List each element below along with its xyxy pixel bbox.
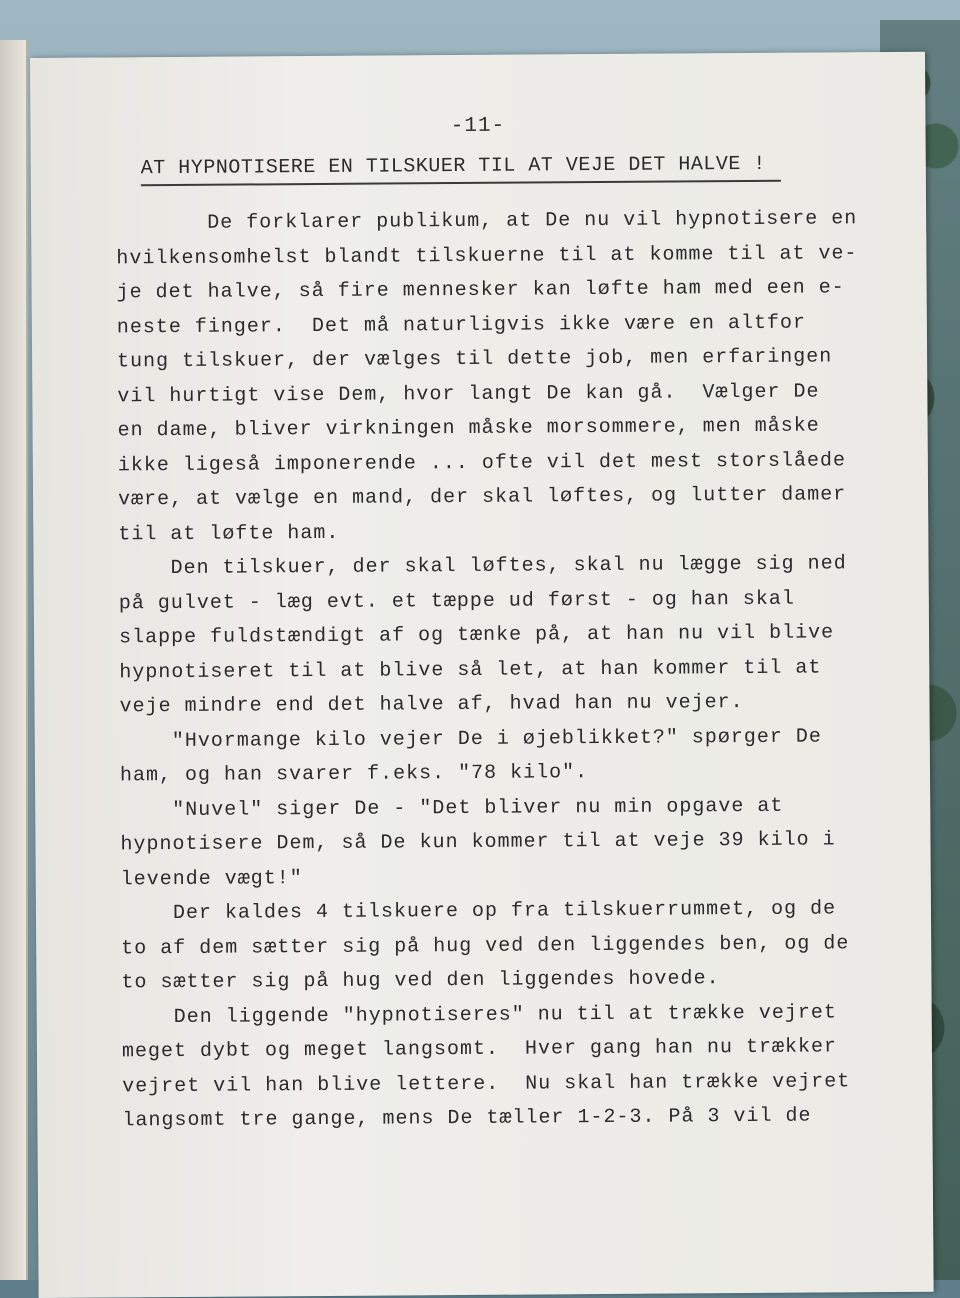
text-line: De forklarer publikum, at De nu vil hypnotisere en xyxy=(116,207,858,236)
text-line: Den liggende "hypnotiseres" nu til at trække vejret xyxy=(121,1000,837,1029)
text-line: på gulvet - læg evt. et tæppe ud først - og han skal xyxy=(118,587,795,615)
section-heading: AT HYPNOTISERE EN TILSKUER TIL AT VEJE DET HALVE ! xyxy=(141,153,781,186)
text-line: tung tilskuer, der vælges til dette job, men erfaringen xyxy=(117,345,833,374)
text-line: vejret vil han blive lettere. Nu skal han trække vejret xyxy=(122,1069,851,1098)
text-line: til at løfte ham. xyxy=(118,521,340,546)
text-line: langsomt tre gange, mens De tæller 1-2-3. På 3 vil de xyxy=(122,1104,812,1133)
text-line: slappe fuldstændigt af og tænke på, at han nu vil blive xyxy=(118,621,835,650)
text-line: to sætter sig på hug ved den liggendes hovede. xyxy=(121,967,720,995)
text-line: "Hvormange kilo vejer De i øjeblikket?" spørger De xyxy=(119,724,822,753)
text-line: Den tilskuer, der skal løftes, skal nu lægge sig ned xyxy=(118,552,847,581)
text-line: neste finger. Det må naturligvis ikke være en altfor xyxy=(116,311,807,339)
text-line: je det halve, så fire mennesker kan løfte ham med een e- xyxy=(116,276,845,305)
text-line: levende vægt!" xyxy=(120,866,303,891)
text-line: ikke ligeså imponerende ... ofte vil det mest storslåede xyxy=(117,448,847,477)
page-number: -11- xyxy=(450,114,506,139)
text-line: hvilkensomhelst blandt tilskuerne til at komme til at ve- xyxy=(116,241,858,270)
text-line: veje mindre end det halve af, hvad han nu vejer. xyxy=(119,691,744,719)
body-text xyxy=(116,202,882,1139)
text-line: to af dem sætter sig på hug ved den liggendes ben, og de xyxy=(121,931,850,960)
previous-page-edge xyxy=(0,40,28,1280)
text-line: ham, og han svarer f.eks. "78 kilo". xyxy=(119,761,589,788)
text-line: hypnotisere Dem, så De kun kommer til at veje 39 kilo i xyxy=(120,828,836,857)
text-line: meget dybt og meget langsomt. Hver gang han nu trækker xyxy=(121,1035,838,1064)
text-line: Der kaldes 4 tilskuere op fra tilskuerrummet, og de xyxy=(120,897,837,926)
text-line: "Nuvel" siger De - "Det bliver nu min opgave at xyxy=(120,794,784,822)
document-page xyxy=(30,52,934,1298)
text-line: være, at vælge en mand, der skal løftes, og lutter damer xyxy=(118,483,847,512)
text-line: en dame, bliver virkningen måske morsommere, men måske xyxy=(117,414,820,443)
text-line: hypnotiseret til at blive så let, at han kommer til at xyxy=(119,655,822,684)
text-line: vil hurtigt vise Dem, hvor langt De kan gå. Vælger De xyxy=(117,379,820,408)
